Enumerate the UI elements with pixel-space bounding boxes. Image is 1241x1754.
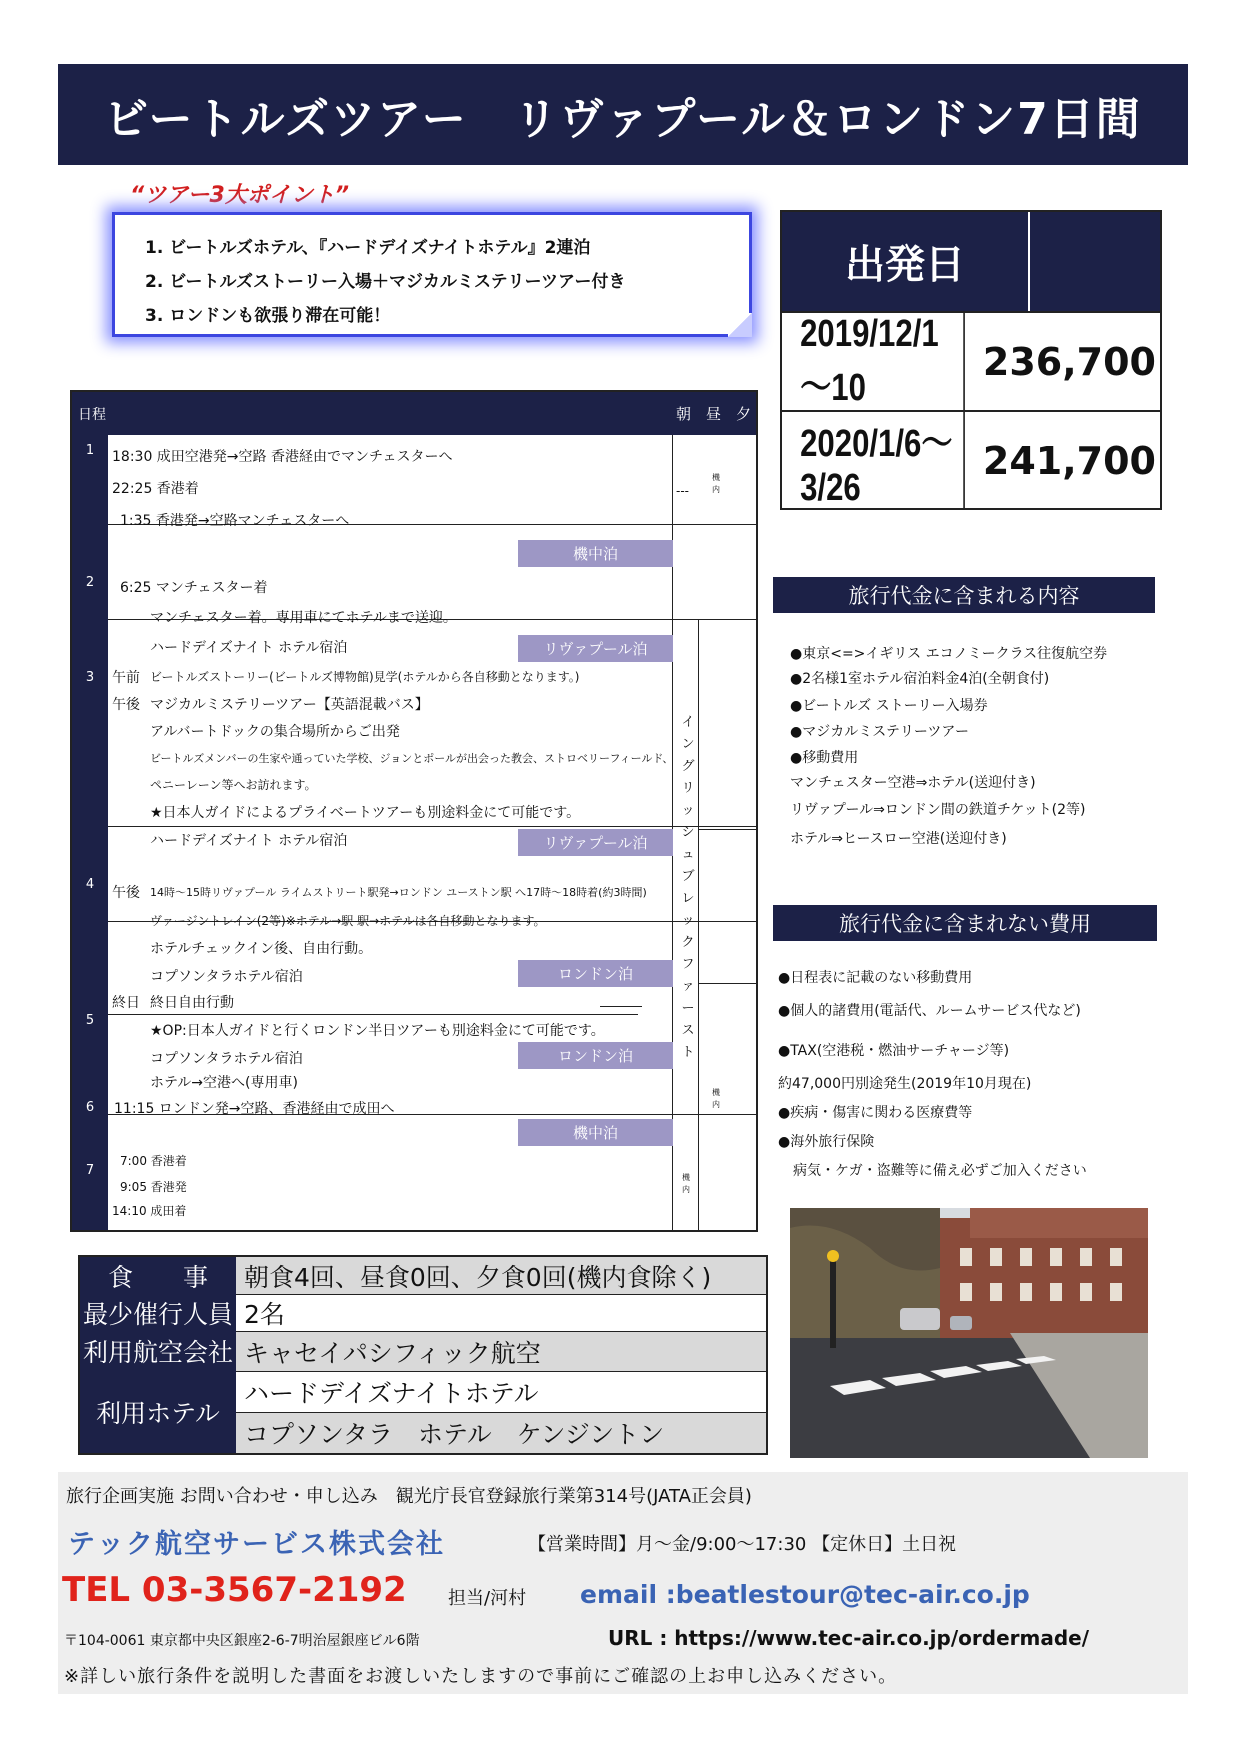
excluded-item: ●TAX(空港税・燃油サーチャージ等) [778,1043,1010,1059]
included-item: ●マジカルミステリーツアー [790,724,969,740]
day-number: 1 [85,443,95,458]
itinerary-line: 午後 [112,697,140,713]
airline-value: キャセイパシフィック航空 [236,1331,766,1371]
itinerary-line: 9:05 香港発 [120,1180,187,1194]
stay-badge: リヴァプール泊 [518,635,673,662]
breakfast-vertical-text: イングリッシュブレックファースト [681,715,695,1060]
day-number-column [72,435,108,1230]
point-item: 1. ビートルズホテル、『ハードデイズナイトホテル』2連泊 [145,238,591,258]
departure-price: 236,700 [982,339,1156,384]
itinerary-line: 22:25 香港着 [112,481,199,497]
included-heading: 旅行代金に含まれる内容 [773,577,1155,613]
terms-note: ※詳しい旅行条件を説明した書面をお渡しいたしますので事前にご確認の上お申し込みください。 [64,1666,898,1687]
itinerary-line: ハードデイズナイト ホテル宿泊 [150,833,348,849]
included-item: ホテル⇒ヒースロー空港(送迎付き) [790,831,1007,847]
included-item: マンチェスター空港⇒ホテル(送迎付き) [790,775,1036,791]
excluded-item: ●疾病・傷害に関わる医療費等 [778,1105,973,1121]
dinner-header: 夕 [736,405,752,423]
itinerary-line: 終日自由行動 [150,995,234,1011]
airline-label: 利用航空会社 [80,1331,236,1371]
excluded-heading: 旅行代金に含まれない費用 [773,905,1157,941]
included-item: リヴァプール⇒ロンドン間の鉄道チケット(2等) [790,802,1086,818]
itinerary-line: 18:30 成田空港発→空路 香港経由でマンチェスターへ [112,449,453,465]
itinerary-line: コプソンタラホテル宿泊 [150,969,303,985]
point-item: 3. ロンドンも欲張り滞在可能！ [145,306,391,326]
itinerary-line: ★日本人ガイドによるプライベートツアーも別途料金にて可能です。 [150,805,581,821]
day-number: 2 [85,575,95,590]
day-number: 6 [85,1100,95,1115]
itinerary-line: ヴァージントレイン(2等)※ホテル→駅 駅→ホテルは各自移動となります。 [150,914,546,928]
itinerary-header [72,392,756,435]
hotel-label: 利用ホテル [80,1371,236,1453]
contact-staff: 担当/河村 [448,1588,527,1609]
itinerary-line: ホテル→空港へ(専用車) [150,1075,298,1091]
excluded-item: 約47,000円別途発生(2019年10月現在) [778,1076,1032,1092]
departure-date: 2020/1/6～3/26 [800,412,965,509]
stay-badge: 機中泊 [518,540,673,567]
day-number: 4 [85,877,95,892]
hotel-value: ハードデイズナイトホテル [236,1371,766,1412]
meal-in-flight: 機内 [712,473,720,494]
itinerary-line: 6:25 マンチェスター着 [120,580,268,596]
stay-badge: リヴァプール泊 [518,829,673,856]
itinerary-line: 午前 [112,670,140,686]
abbey-road-photo [790,1208,1148,1458]
tour-info-table [78,1255,768,1455]
points-heading: “ツアー3大ポイント” [130,183,349,208]
departure-price: 241,700 [982,438,1156,483]
meal-in-flight: 機内 [712,1088,720,1109]
included-item: ●ビートルズ ストーリー入場券 [790,698,988,714]
included-item: ●移動費用 [790,750,859,766]
itinerary-line: ハードデイズナイト ホテル宿泊 [150,640,348,656]
lunch-header: 昼 [706,405,722,423]
day-number: 7 [85,1163,95,1178]
street-photo-illustration [790,1208,1148,1458]
business-hours: 【営業時間】月～金/9:00～17:30 【定休日】土日祝 [528,1534,957,1555]
included-item: ●東京<=>イギリス エコノミークラス往復航空券 [790,646,1108,662]
itinerary-line: 14時～15時リヴァプール ライムストリート駅発→ロンドン ユーストン駅 へ17時～18時着(約3時間) [150,886,647,899]
itinerary-line: 1:35 香港発→空路マンチェスターへ [120,513,350,529]
email-link[interactable]: email :beatlestour@tec-air.co.jp [580,1580,1030,1609]
hotel-value: コプソンタラ ホテル ケンジントン [236,1412,766,1453]
min-participants-label: 最少催行人員 [80,1294,236,1331]
excluded-item: ●個人的諸費用(電話代、ルームサービス代など) [778,1003,1081,1019]
breakfast-header: 朝 [676,405,692,423]
point-item: 2. ビートルズストーリー入場＋マジカルミステリーツアー付き [145,272,626,292]
departure-date: 2019/12/1～10 [800,313,965,410]
itinerary-line: マンチェスター着。専用車にてホテルまで送迎。 [150,610,457,626]
itinerary-line: ペニーレーン等へお訪れます。 [150,778,317,792]
departure-header [782,212,1160,311]
included-item: ●2名様1室ホテル宿泊料金4泊(全朝食付) [790,671,1050,687]
departure-row [782,311,1160,410]
itinerary-line: 14:10 成田着 [112,1204,187,1218]
company-name: テック航空サービス株式会社 [68,1529,445,1560]
departure-row [782,410,1160,509]
excluded-item: ●日程表に記載のない移動費用 [778,970,973,986]
itinerary-line: コプソンタラホテル宿泊 [150,1051,303,1067]
footer-contact [58,1472,1188,1694]
url-link[interactable]: URL : https://www.tec-air.co.jp/ordermade/ [608,1626,1090,1650]
points-box [112,212,752,337]
meal-in-flight: 機内 [682,1173,690,1194]
itinerary-line: 7:00 香港着 [120,1154,187,1168]
itinerary-line: ★OP:日本人ガイドと行くロンドン半日ツアーも別途料金にて可能です。 [150,1023,605,1039]
excluded-item: 病気・ケガ・盗難等に備え必ずご加入ください [793,1163,1087,1179]
excluded-item: ●海外旅行保険 [778,1134,875,1150]
title-banner [58,64,1188,165]
day-number: 3 [85,670,95,685]
itinerary-line: ホテルチェックイン後、自由行動。 [150,941,373,957]
footer-registration: 旅行企画実施 お問い合わせ・申し込み 観光庁長官登録旅行業第314号(JATA正会員) [66,1486,752,1507]
departure-table [780,210,1162,510]
itinerary-line: 午後 [112,885,140,901]
stay-badge: 機中泊 [518,1119,673,1146]
page-curl-decoration [728,313,752,337]
itinerary-table [70,390,758,1232]
itinerary-line: 11:15 ロンドン発→空路、香港経由で成田へ [114,1101,395,1117]
min-participants-value: 2名 [236,1294,766,1331]
schedule-header: 日程 [78,407,106,423]
day-number: 5 [85,1013,95,1028]
address: 〒104-0061 東京都中央区銀座2-6-7明治屋銀座ビル6階 [64,1633,420,1649]
meal-breakfast: --- [676,484,689,498]
itinerary-line: ビートルズストーリー(ビートルズ博物館)見学(ホテルから各自移動となります。) [150,670,580,684]
meals-value: 朝食4回、昼食0回、夕食0回(機内食除く) [236,1257,766,1294]
phone-number[interactable]: TEL 03-3567-2192 [62,1570,407,1610]
stay-badge: ロンドン泊 [518,1042,673,1069]
departure-header-label: 出発日 [782,212,1030,311]
stay-badge: ロンドン泊 [518,960,673,987]
meals-label: 食 事 [80,1257,236,1294]
itinerary-line: 終日 [112,995,140,1011]
itinerary-line: ビートルズメンバーの生家や通っていた学校、ジョンとポールが出会った教会、ストロベリーフィールド、 [150,752,674,765]
itinerary-line: マジカルミステリーツアー【英語混載バス】 [150,697,429,713]
itinerary-line: アルバートドックの集合場所からご出発 [150,724,400,740]
page-title: ビートルズツアー リヴァプール＆ロンドン7日間 [104,93,1142,145]
